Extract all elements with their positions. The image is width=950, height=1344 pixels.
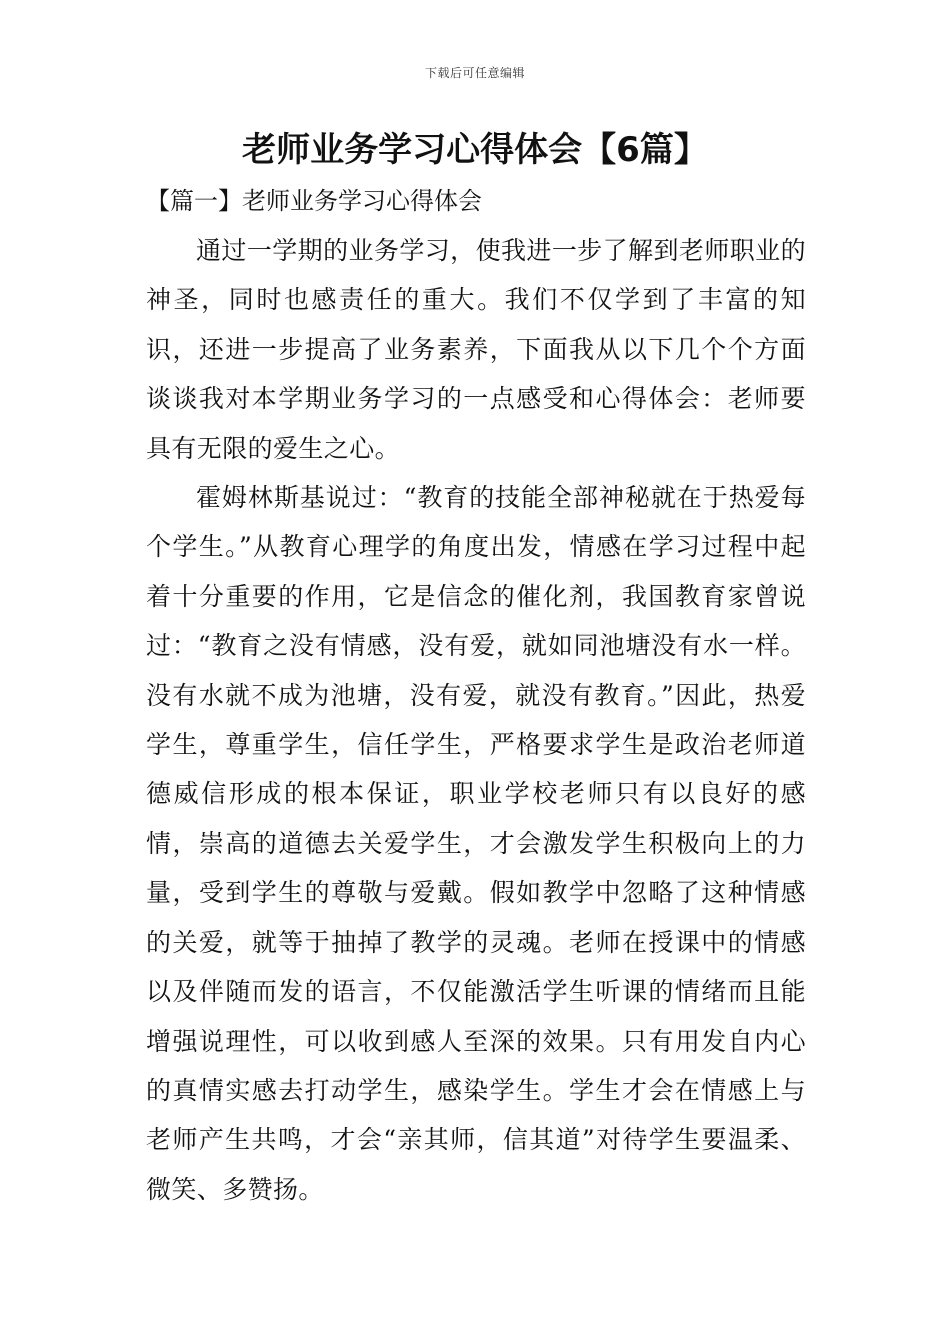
document-body (146, 226, 806, 1214)
paragraph-2: 霍姆林斯基说过：“教育的技能全部神秘就在于热爱每个学生。”从教育心理学的角度出发，情感在学习过程中起着十分重要的作用，它是信念的催化剂，我国教育家曾说过：“教育之没有情感，没有爱，就如同池塘没有水一样。没有水就不成为池塘，没有爱，就没有教育。”因此，热爱学生，尊重学生，信任学生，严格要求学生是政治老师道德威信形成的根本保证，职业学校老师只有以良好的感情，崇高的道德去关爱学生，才会激发学生积极向上的力量，受到学生的尊敬与爱戴。假如教学中忽略了这种情感的关爱，就等于抽掉了教学的灵魂。老师在授课中的情感以及伴随而发的语言，不仅能激活学生听课的情绪而且能增强说理性，可以收到感人至深的效果。只有用发自内心的真情实感去打动学生，感染学生。学生才会在情感上与老师产生共鸣，才会“亲其师，信其道”对待学生要温柔、微笑、多赞扬。 (146, 483, 806, 1204)
header-note: 下载后可任意编辑 (424, 66, 525, 80)
paragraph-1: 通过一学期的业务学习，使我进一步了解到老师职业的神圣，同时也感责任的重大。我们不仅学到了丰富的知识，还进一步提高了业务素养，下面我从以下几个个方面谈谈我对本学期业务学习的一点感受和心得体会：老师要具有无限的爱生之心。 (146, 236, 806, 463)
section-heading: 【篇一】老师业务学习心得体会 (146, 187, 482, 215)
document-title: 老师业务学习心得体会【6篇】 (242, 130, 708, 170)
